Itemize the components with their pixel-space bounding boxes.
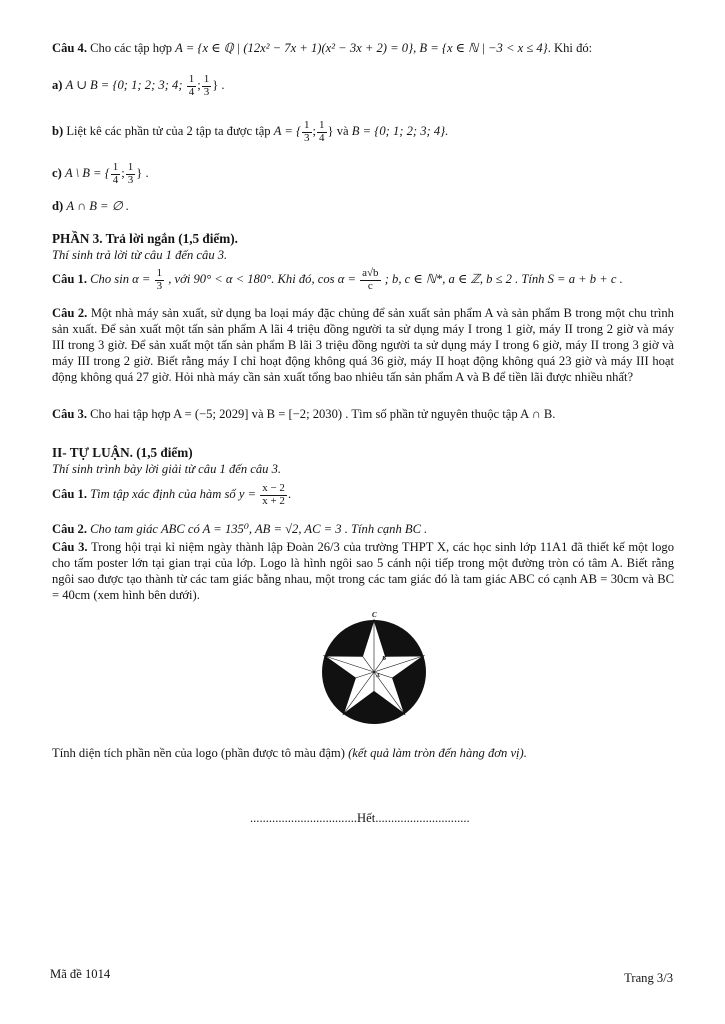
option-text: Liệt kê các phần tử của 2 tập ta được tập	[66, 123, 271, 138]
option-label: d)	[52, 199, 64, 213]
option-a: a) A ∪ B = {0; 1; 2; 3; 4; $\frac{1}{4}$ ; $\frac{1}{3}$ } .	[52, 73, 225, 98]
option-label: c)	[52, 165, 62, 180]
page-number: Trang 3/3	[624, 971, 673, 985]
short-question-3	[52, 406, 555, 422]
fraction: $\frac{a√b}{c}$	[362, 267, 379, 292]
math-expression: A ∩ B = ∅ .	[66, 199, 129, 213]
question-text: Một nhà máy sản xuất, sử dụng ba loại máy đặc chủng để sản xuất sản phẩm A và sản phẩm B trong một chu trình sản xuất. Để sản xuất một tấn sản phẩm A lãi 4 triệu đồng người ta sử dụng máy I trong 1 giờ, máy II trong 2 giờ và máy III trong 3 giờ. Để sản xuất một tấn sản phẩm B lãi 3 triệu đồng người ta sử dụng máy I trong 6 giờ, máy II trong 3 giờ và máy III trong 2 giờ. Biết rằng máy I chỉ hoạt động không quá 36 giờ, máy II hoạt động không quá 23 giờ và máy III hoạt động không quá 27 giờ. Hỏi nhà máy cần sản xuất tổng bao nhiêu tấn sản phẩm A và B để tiền lãi được nhiều nhất?	[52, 306, 674, 385]
end-marker: ..................................Hết..............................	[250, 811, 470, 825]
fraction: $\frac{x - 2}{x + 2}$	[262, 482, 285, 507]
question-text: Cho hai tập hợp A = (−5; 2029] và B = [−2; 2030) . Tìm số phần tử nguyên thuộc tập A ∩ B.	[90, 407, 556, 421]
fraction: $\frac{1}{3}$	[203, 73, 210, 98]
math-expression: A = {	[273, 123, 302, 138]
fraction: $\frac{1}{4}$	[112, 161, 119, 186]
option-c: c) A \ B = { $\frac{1}{4}$ ; $\frac{1}{3}$ } .	[52, 161, 149, 186]
math-expression: ; b, c ∈ ℕ*, a ∈ ℤ, b ≤ 2 . Tính S = a + b + c .	[384, 271, 623, 286]
question-label: Câu 1.	[52, 486, 87, 501]
math-expression: A \ B = {	[64, 165, 110, 180]
option-text: và	[336, 123, 349, 138]
essay-question-3-ask	[52, 745, 527, 761]
question-label: Câu 1.	[52, 271, 87, 286]
math-expression: Tìm tập xác định của hàm số y =	[90, 486, 257, 501]
math-expression: A = {x ∈ ℚ | (12x² − 7x + 1)(x² − 3x + 2) = 0}, B = {x ∈ ℕ | −3 < x ≤ 4}	[175, 41, 548, 55]
section-instruction: Thí sinh trả lời từ câu 1 đến câu 3.	[52, 248, 228, 262]
question-note: (kết quả làm tròn đến hàng đơn vị).	[348, 746, 527, 760]
option-label: b)	[52, 123, 64, 138]
essay-question-3	[52, 539, 674, 603]
logo-label-c: C	[372, 611, 377, 619]
fraction: $\frac{1}{3}$	[304, 119, 310, 144]
short-question-2	[52, 305, 674, 386]
math-expression: Cho sin α =	[90, 271, 151, 286]
star-logo-figure	[312, 610, 436, 734]
fraction: $\frac{1}{3}$	[156, 267, 163, 292]
option-d	[52, 198, 129, 214]
option-label: a)	[52, 77, 63, 92]
question-label: Câu 3.	[52, 540, 88, 554]
question-text: Cho tam giác ABC có A = 135⁰, AB = √2, AC = 3 . Tính cạnh BC .	[90, 522, 428, 536]
question-text-tail: . Khi đó:	[547, 41, 593, 55]
math-expression: A ∪ B = {0; 1; 2; 3; 4;	[65, 77, 183, 92]
question-4	[52, 40, 592, 56]
fraction: $\frac{1}{4}$	[188, 73, 195, 98]
math-expression: , với 90° < α < 180°. Khi đó, cos α =	[168, 271, 356, 286]
section-heading: II- TỰ LUẬN. (1,5 điểm)	[52, 445, 193, 460]
question-label: Câu 3.	[52, 407, 87, 421]
question-text: Trong hội trại kỉ niệm ngày thành lập Đoàn 26/3 của trường THPT X, các học sinh lớp 11A1 đã thiết kế một logo cho tấm poster lớn tại gian trại của lớp. Logo là hình ngôi sao 5 cánh nội tiếp trong một đường tròn có tâm A. Biết rằng ngôi sao được tạo thành từ các tam giác bằng nhau, một trong các tam giác đó là tam giác ABC có cạnh AB = 30cm và BC = 40cm (xem hình bên dưới).	[52, 540, 674, 603]
logo-label-b: B	[382, 656, 387, 662]
exam-code: Mã đề 1014	[50, 967, 111, 981]
essay-question-2	[52, 521, 427, 537]
question-label: Câu 4.	[52, 41, 87, 55]
math-expression: B = {0; 1; 2; 3; 4}.	[351, 123, 449, 138]
option-b: b) Liệt kê các phần tử của 2 tập ta được tập A = { $\frac{1}{3}$ ; $\frac{1}{4}$ } và B = {0; 1; 2; 3; 4}.	[52, 119, 449, 144]
essay-question-1: Câu 1. Tìm tập xác định của hàm số y = $\frac{x - 2}{x + 2}$ .	[52, 482, 292, 507]
question-text: Tính diện tích phần nền của logo (phần được tô màu đậm)	[52, 746, 345, 760]
fraction: $\frac{1}{4}$	[319, 119, 325, 144]
fraction: $\frac{1}{3}$	[127, 161, 134, 186]
question-text: Cho các tập hợp	[90, 41, 173, 55]
question-label: Câu 2.	[52, 306, 88, 320]
section-heading: PHẦN 3. Trả lời ngắn (1,5 điểm).	[52, 231, 238, 246]
section-instruction: Thí sinh trình bày lời giải từ câu 1 đến câu 3.	[52, 462, 282, 476]
short-question-1	[52, 268, 623, 292]
question-label: Câu 2.	[52, 522, 87, 536]
logo-label-a: A	[376, 673, 381, 679]
